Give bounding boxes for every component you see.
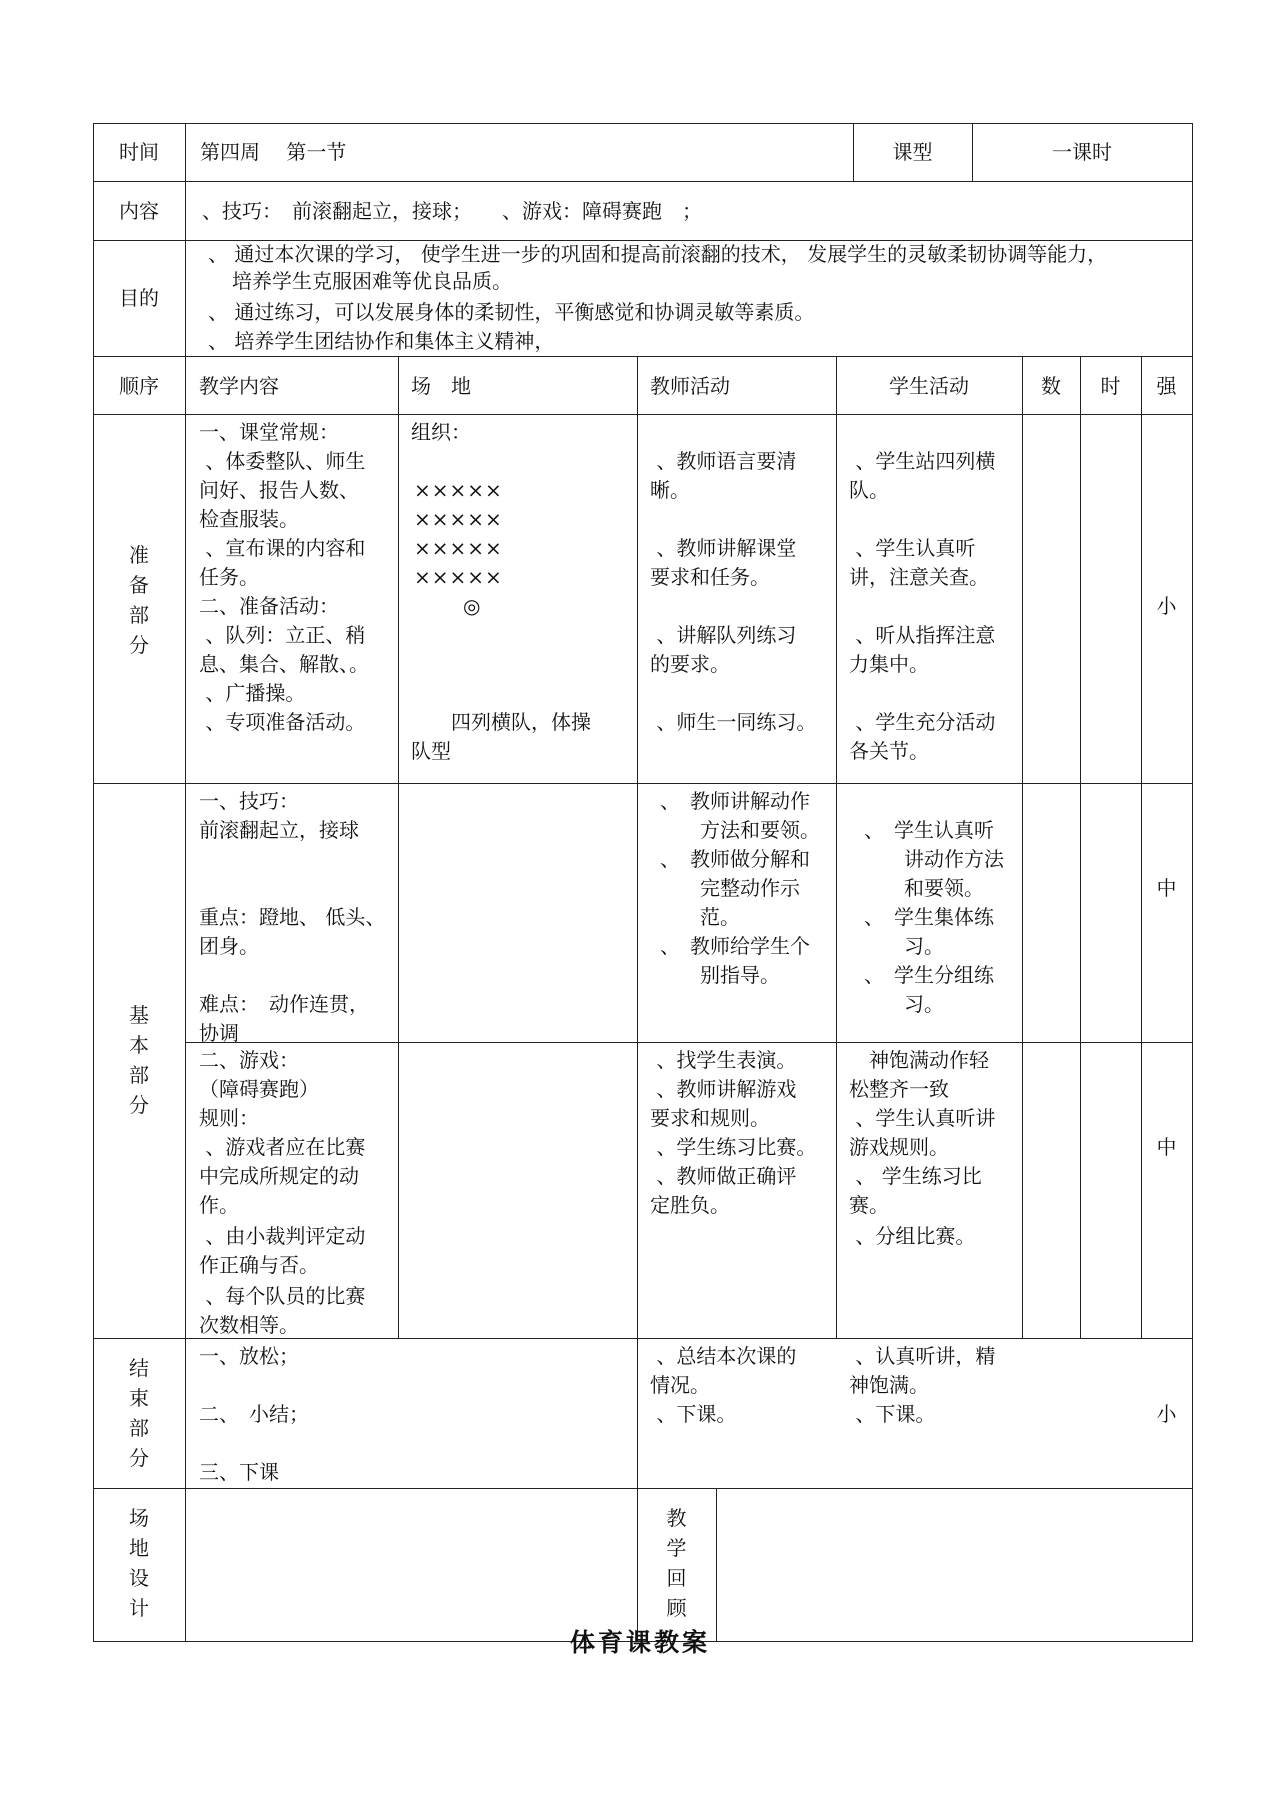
- col-count: 数: [1041, 374, 1061, 398]
- goal-3: 、 培养学生团结协作和集体主义精神，: [208, 329, 555, 353]
- col-content: 教学内容: [199, 374, 279, 398]
- content-label: 内容: [119, 199, 159, 223]
- section-prep-label: 准 备 部 分: [129, 543, 149, 657]
- basic-skill-intensity: 中: [1156, 876, 1177, 900]
- col-time: 时: [1100, 374, 1121, 398]
- lesson-type-label: 课型: [892, 140, 933, 164]
- col-intensity: 强: [1156, 374, 1177, 398]
- teacher-position-mark: ◎: [463, 594, 481, 618]
- goal-2: 、 通过练习，可以发展身体的柔韧性，平衡感觉和协调灵敏等素质。: [208, 300, 815, 324]
- section-basic-label: 基 本 部 分: [129, 1003, 149, 1117]
- teaching-review-label: 教 学 回 顾: [666, 1506, 687, 1620]
- col-order: 顺序: [119, 374, 159, 398]
- basic-game-intensity: 中: [1156, 1135, 1177, 1159]
- col-student: 学生活动: [889, 374, 969, 398]
- prep-intensity: 小: [1156, 594, 1177, 618]
- goal-1-cont: 培养学生克服困难等优良品质。: [232, 269, 512, 293]
- end-intensity: 小: [1156, 1402, 1177, 1426]
- col-venue: 场 地: [411, 374, 471, 398]
- time-label: 时间: [119, 140, 159, 164]
- section-end-label: 结 束 部 分: [129, 1356, 149, 1470]
- lesson-type-value: 一课时: [1052, 140, 1112, 164]
- goal-1: 、 通过本次课的学习， 使学生进一步的巩固和提高前滚翻的技术， 发展学生的灵敏柔韧协调等能力，: [208, 242, 1108, 266]
- venue-design-label: 场 地 设 计: [129, 1506, 149, 1620]
- col-teacher: 教师活动: [650, 374, 730, 398]
- document-title: 体育课教案: [569, 1628, 710, 1657]
- time-value: 第四周 第一节: [200, 140, 347, 164]
- goal-label: 目的: [119, 286, 159, 310]
- content-value: 、技巧： 前滚翻起立，接球； 、游戏：障碍赛跑 ；: [202, 199, 702, 223]
